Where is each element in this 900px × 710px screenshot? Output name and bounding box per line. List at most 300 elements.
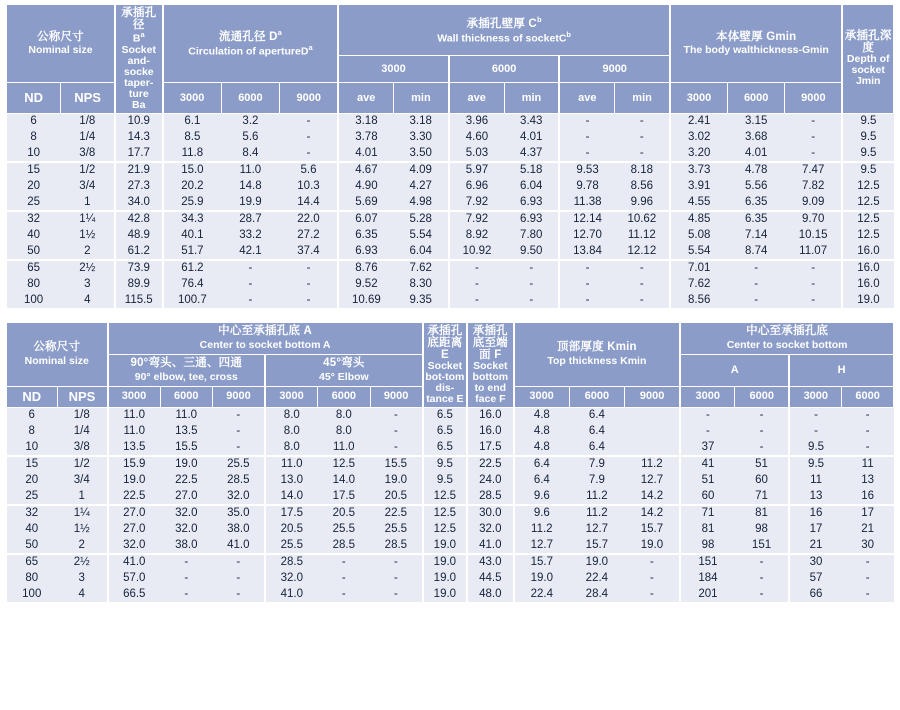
- th2-socket-bottom-distance-e: 承插孔底距离 E Socket bot-tom dis-tance E: [423, 322, 467, 407]
- th2-elbow-45: 45°弯头 45° Elbow: [265, 354, 423, 386]
- th-nominal-size: 公称尺寸 Nominal size: [7, 5, 115, 83]
- cell-f: 17.5: [467, 439, 513, 456]
- cell-c3m: 3.50: [394, 145, 449, 162]
- cell-k6: 19.0: [569, 554, 625, 571]
- cell-b3: 11.0: [265, 456, 318, 473]
- cell-k3: 15.7: [514, 554, 570, 571]
- cell-a6: 32.0: [160, 521, 213, 537]
- cell-nps: 3: [61, 276, 115, 292]
- cell-k3: 4.8: [514, 407, 570, 423]
- cell-b3: 17.5: [265, 505, 318, 522]
- cell-j: 12.5: [842, 194, 893, 211]
- th-nd: ND: [7, 83, 61, 113]
- cell-c6m: 5.18: [504, 162, 559, 179]
- cell-c6m: -: [504, 260, 559, 277]
- cell-nps: 1/2: [61, 162, 115, 179]
- cell-d3: 40.1: [163, 227, 222, 243]
- cell-a3: 27.0: [108, 505, 161, 522]
- cell-a3: 13.5: [108, 439, 161, 456]
- table-row: [7, 276, 894, 292]
- cell-f: 24.0: [467, 472, 513, 488]
- cell-a6: 13.5: [160, 423, 213, 439]
- cell-hh6: -: [842, 439, 894, 456]
- cell-hh6: 13: [842, 472, 894, 488]
- cell-c9a: -: [559, 145, 614, 162]
- cell-e: 19.0: [423, 554, 467, 571]
- cell-hh6: -: [842, 570, 894, 586]
- cell-k9: [625, 407, 681, 423]
- th-wall-9000-min: min: [615, 83, 670, 113]
- cell-g3: 5.08: [670, 227, 727, 243]
- th-wall-3000: 3000: [338, 56, 449, 83]
- cell-f: 48.0: [467, 586, 513, 602]
- cell-c9m: 8.18: [615, 162, 670, 179]
- cell-hh3: -: [789, 407, 842, 423]
- cell-b3: 8.0: [265, 407, 318, 423]
- cell-c6m: 4.01: [504, 129, 559, 145]
- cell-a6: 22.5: [160, 472, 213, 488]
- cell-ha6: -: [735, 407, 790, 423]
- cell-a9: -: [213, 423, 266, 439]
- cell-k6: 28.4: [569, 586, 625, 602]
- table-row: [7, 178, 894, 194]
- cell-b: 27.3: [115, 178, 163, 194]
- table-1-header-row-1: [7, 5, 894, 56]
- cell-k3: 11.2: [514, 521, 570, 537]
- cell-c6a: -: [449, 276, 504, 292]
- cell-e: 19.0: [423, 537, 467, 554]
- cell-a3: 19.0: [108, 472, 161, 488]
- th2-center-to-socket-bottom-a: 中心至承插孔底 A Center to socket bottom A: [108, 322, 423, 354]
- cell-nd: 32: [7, 505, 58, 522]
- table-1-head: [7, 5, 894, 114]
- cell-g6: 6.35: [727, 194, 784, 211]
- cell-b: 34.0: [115, 194, 163, 211]
- cell-a3: 41.0: [108, 554, 161, 571]
- cell-nd: 40: [7, 227, 61, 243]
- cell-j: 16.0: [842, 260, 893, 277]
- cell-hh6: 30: [842, 537, 894, 554]
- cell-b9: 15.5: [370, 456, 423, 473]
- cell-g9: -: [785, 260, 842, 277]
- cell-nps: 1½: [61, 227, 115, 243]
- cell-d6: -: [221, 260, 280, 277]
- th2-socket-bottom-to-end-face-f: 承插孔底至端面 F Socket bottom to end face F: [467, 322, 513, 407]
- cell-g9: 7.47: [785, 162, 842, 179]
- cell-j: 12.5: [842, 211, 893, 228]
- cell-c9m: -: [615, 113, 670, 129]
- cell-ha3: 41: [680, 456, 735, 473]
- table-2-wrapper: [6, 322, 894, 602]
- table-row: [7, 521, 894, 537]
- table-row: [7, 113, 894, 129]
- cell-g6: 4.01: [727, 145, 784, 162]
- th-wall-3000-ave: ave: [338, 83, 393, 113]
- cell-g3: 4.85: [670, 211, 727, 228]
- cell-a6: 11.0: [160, 407, 213, 423]
- cell-c6a: 8.92: [449, 227, 504, 243]
- cell-hh6: 21: [842, 521, 894, 537]
- cell-ha6: -: [735, 554, 790, 571]
- cell-a3: 22.5: [108, 488, 161, 505]
- cell-f: 16.0: [467, 407, 513, 423]
- cell-nd: 6: [7, 113, 61, 129]
- table-2-head: [7, 322, 894, 407]
- cell-c6a: 6.96: [449, 178, 504, 194]
- cell-b9: 25.5: [370, 521, 423, 537]
- cell-ha3: 51: [680, 472, 735, 488]
- cell-k3: 19.0: [514, 570, 570, 586]
- cell-nd: 8: [7, 423, 58, 439]
- cell-d3: 76.4: [163, 276, 222, 292]
- cell-nps: 1/8: [57, 407, 108, 423]
- cell-d9: 22.0: [280, 211, 339, 228]
- cell-c9a: -: [559, 129, 614, 145]
- cell-d6: 28.7: [221, 211, 280, 228]
- cell-k9: 14.2: [625, 488, 681, 505]
- cell-hh6: -: [842, 554, 894, 571]
- cell-nps: 3/8: [61, 145, 115, 162]
- cell-g6: 5.56: [727, 178, 784, 194]
- cell-hh3: 21: [789, 537, 842, 554]
- cell-hh3: 17: [789, 521, 842, 537]
- table-row: [7, 162, 894, 179]
- cell-ha6: -: [735, 586, 790, 602]
- cell-ha3: -: [680, 423, 735, 439]
- cell-g9: -: [785, 129, 842, 145]
- table-row: [7, 505, 894, 522]
- cell-a9: 25.5: [213, 456, 266, 473]
- table-row: [7, 292, 894, 308]
- cell-g9: -: [785, 113, 842, 129]
- table-row: [7, 227, 894, 243]
- cell-b: 14.3: [115, 129, 163, 145]
- cell-c3m: 9.35: [394, 292, 449, 308]
- cell-c3m: 4.09: [394, 162, 449, 179]
- cell-e: 6.5: [423, 423, 467, 439]
- cell-c3a: 9.52: [338, 276, 393, 292]
- cell-b: 89.9: [115, 276, 163, 292]
- cell-j: 9.5: [842, 162, 893, 179]
- th-circ-3000: 3000: [163, 83, 222, 113]
- cell-k9: 14.2: [625, 505, 681, 522]
- cell-ha6: 51: [735, 456, 790, 473]
- table-row: [7, 488, 894, 505]
- cell-a3: 11.0: [108, 407, 161, 423]
- cell-k9: -: [625, 554, 681, 571]
- cell-k3: 4.8: [514, 423, 570, 439]
- cell-d9: -: [280, 260, 339, 277]
- cell-nd: 10: [7, 439, 58, 456]
- cell-b6: 12.5: [318, 456, 371, 473]
- cell-c6a: 7.92: [449, 211, 504, 228]
- th-wall-3000-min: min: [394, 83, 449, 113]
- cell-d9: 27.2: [280, 227, 339, 243]
- th-wall-9000-ave: ave: [559, 83, 614, 113]
- cell-hh6: -: [842, 407, 894, 423]
- cell-nd: 80: [7, 570, 58, 586]
- cell-c9a: -: [559, 292, 614, 308]
- cell-g3: 7.62: [670, 276, 727, 292]
- cell-d6: -: [221, 276, 280, 292]
- cell-a9: 41.0: [213, 537, 266, 554]
- table-row: [7, 211, 894, 228]
- table-row: [7, 423, 894, 439]
- cell-a3: 15.9: [108, 456, 161, 473]
- cell-f: 44.5: [467, 570, 513, 586]
- cell-hh3: 66: [789, 586, 842, 602]
- cell-b3: 41.0: [265, 586, 318, 602]
- cell-nps: 3/4: [61, 178, 115, 194]
- cell-hh3: 30: [789, 554, 842, 571]
- th-wall-9000: 9000: [559, 56, 670, 83]
- th2-ha-3000: 3000: [680, 386, 735, 407]
- cell-f: 22.5: [467, 456, 513, 473]
- cell-c3m: 7.62: [394, 260, 449, 277]
- cell-e: 9.5: [423, 472, 467, 488]
- cell-b6: -: [318, 570, 371, 586]
- cell-c9a: -: [559, 113, 614, 129]
- cell-nd: 65: [7, 554, 58, 571]
- cell-ha6: 98: [735, 521, 790, 537]
- cell-c6a: 4.60: [449, 129, 504, 145]
- cell-k6: 22.4: [569, 570, 625, 586]
- cell-g9: -: [785, 145, 842, 162]
- cell-k9: -: [625, 586, 681, 602]
- cell-g6: 8.74: [727, 243, 784, 260]
- th-socket-depth: 承插孔深度 Depth of socket Jmin: [842, 5, 893, 114]
- cell-f: 28.5: [467, 488, 513, 505]
- cell-b6: 8.0: [318, 407, 371, 423]
- cell-j: 9.5: [842, 145, 893, 162]
- cell-b3: 8.0: [265, 423, 318, 439]
- cell-d9: -: [280, 145, 339, 162]
- cell-ha6: -: [735, 439, 790, 456]
- cell-c3m: 8.30: [394, 276, 449, 292]
- cell-c6m: 6.93: [504, 211, 559, 228]
- cell-b: 115.5: [115, 292, 163, 308]
- th-wall-thickness-socket: 承插孔壁厚 $C^b$ Wall thickness of socketC$^b$: [338, 5, 670, 56]
- cell-b6: -: [318, 554, 371, 571]
- cell-k9: 11.2: [625, 456, 681, 473]
- cell-nps: 2½: [61, 260, 115, 277]
- th-body-wall-thickness: 本体壁厚 Gmin The body walthickness-Gmin: [670, 5, 842, 83]
- cell-c6m: -: [504, 292, 559, 308]
- cell-c3a: 3.78: [338, 129, 393, 145]
- socket-dimensions-table-1: [6, 4, 894, 308]
- cell-k6: 6.4: [569, 439, 625, 456]
- cell-d3: 34.3: [163, 211, 222, 228]
- th-socket-taper: 承插孔径 $B^a$ Socket and-socke taper-ture Ba: [115, 5, 163, 114]
- cell-c6m: 6.04: [504, 178, 559, 194]
- cell-c3a: 6.93: [338, 243, 393, 260]
- cell-d3: 25.9: [163, 194, 222, 211]
- table-row: [7, 439, 894, 456]
- cell-d3: 6.1: [163, 113, 222, 129]
- cell-nd: 20: [7, 472, 58, 488]
- cell-c9m: -: [615, 292, 670, 308]
- cell-b: 10.9: [115, 113, 163, 129]
- table-1-wrapper: [6, 4, 894, 308]
- cell-nd: 50: [7, 537, 58, 554]
- cell-hh3: 9.5: [789, 439, 842, 456]
- cell-ha6: 151: [735, 537, 790, 554]
- th2-hh-6000: 6000: [842, 386, 894, 407]
- th2-b-3000: 3000: [265, 386, 318, 407]
- cell-b9: 22.5: [370, 505, 423, 522]
- cell-nps: 2½: [57, 554, 108, 571]
- cell-f: 41.0: [467, 537, 513, 554]
- cell-g3: 4.55: [670, 194, 727, 211]
- cell-d3: 100.7: [163, 292, 222, 308]
- cell-c3a: 4.90: [338, 178, 393, 194]
- table-row: [7, 194, 894, 211]
- cell-g9: 7.82: [785, 178, 842, 194]
- cell-ha3: 71: [680, 505, 735, 522]
- cell-ha6: 71: [735, 488, 790, 505]
- cell-c9m: 8.56: [615, 178, 670, 194]
- cell-k6: 6.4: [569, 423, 625, 439]
- cell-g3: 2.41: [670, 113, 727, 129]
- cell-j: 9.5: [842, 113, 893, 129]
- cell-k9: 19.0: [625, 537, 681, 554]
- th2-a-6000: 6000: [160, 386, 213, 407]
- cell-a6: -: [160, 570, 213, 586]
- cell-c9m: -: [615, 260, 670, 277]
- cell-c9m: 11.12: [615, 227, 670, 243]
- cell-c9m: -: [615, 129, 670, 145]
- cell-nps: 4: [57, 586, 108, 602]
- th2-center-to-socket-bottom: 中心至承插孔底 Center to socket bottom: [680, 322, 893, 354]
- cell-a6: 32.0: [160, 505, 213, 522]
- cell-nd: 80: [7, 276, 61, 292]
- cell-ha3: 81: [680, 521, 735, 537]
- cell-nps: 1: [61, 194, 115, 211]
- cell-b9: 19.0: [370, 472, 423, 488]
- cell-j: 12.5: [842, 178, 893, 194]
- cell-a6: 27.0: [160, 488, 213, 505]
- th2-elbow-90: 90°弯头、三通、四通 90° elbow, tee, cross: [108, 354, 266, 386]
- cell-c9a: 9.78: [559, 178, 614, 194]
- th-circ-6000: 6000: [221, 83, 280, 113]
- cell-nd: 65: [7, 260, 61, 277]
- cell-nps: 1/4: [57, 423, 108, 439]
- cell-k3: 6.4: [514, 456, 570, 473]
- th-body-3000: 3000: [670, 83, 727, 113]
- th-wall-6000-ave: ave: [449, 83, 504, 113]
- cell-ha6: -: [735, 570, 790, 586]
- cell-nd: 50: [7, 243, 61, 260]
- cell-c3a: 6.35: [338, 227, 393, 243]
- cell-d9: 14.4: [280, 194, 339, 211]
- cell-c6m: 9.50: [504, 243, 559, 260]
- cell-c9a: -: [559, 260, 614, 277]
- cell-c6m: 4.37: [504, 145, 559, 162]
- cell-k3: 22.4: [514, 586, 570, 602]
- cell-hh3: 57: [789, 570, 842, 586]
- cell-b9: -: [370, 407, 423, 423]
- cell-a6: -: [160, 554, 213, 571]
- cell-j: 9.5: [842, 129, 893, 145]
- cell-j: 16.0: [842, 243, 893, 260]
- cell-k9: 15.7: [625, 521, 681, 537]
- cell-k3: 12.7: [514, 537, 570, 554]
- cell-a3: 32.0: [108, 537, 161, 554]
- cell-nps: 3/4: [57, 472, 108, 488]
- cell-a9: -: [213, 554, 266, 571]
- cell-nps: 1/4: [61, 129, 115, 145]
- cell-g3: 3.20: [670, 145, 727, 162]
- th2-nominal-size: 公称尺寸 Nominal size: [7, 322, 108, 386]
- cell-c3a: 3.18: [338, 113, 393, 129]
- cell-nps: 2: [57, 537, 108, 554]
- cell-c3a: 10.69: [338, 292, 393, 308]
- cell-g9: -: [785, 292, 842, 308]
- th2-a-9000: 9000: [213, 386, 266, 407]
- th2-k-3000: 3000: [514, 386, 570, 407]
- cell-c6a: 5.97: [449, 162, 504, 179]
- th2-b-6000: 6000: [318, 386, 371, 407]
- cell-hh6: 17: [842, 505, 894, 522]
- cell-ha3: 151: [680, 554, 735, 571]
- cell-d3: 11.8: [163, 145, 222, 162]
- cell-c9a: -: [559, 276, 614, 292]
- cell-c3a: 4.67: [338, 162, 393, 179]
- cell-k6: 7.9: [569, 456, 625, 473]
- cell-c6m: 3.43: [504, 113, 559, 129]
- cell-c9a: 12.70: [559, 227, 614, 243]
- cell-c3m: 5.54: [394, 227, 449, 243]
- cell-d6: 5.6: [221, 129, 280, 145]
- cell-k6: 15.7: [569, 537, 625, 554]
- cell-d9: -: [280, 113, 339, 129]
- cell-k3: 9.6: [514, 488, 570, 505]
- th-body-9000: 9000: [785, 83, 842, 113]
- cell-c9m: -: [615, 145, 670, 162]
- cell-d6: 3.2: [221, 113, 280, 129]
- cell-a9: 28.5: [213, 472, 266, 488]
- cell-c3a: 8.76: [338, 260, 393, 277]
- th2-k-6000: 6000: [569, 386, 625, 407]
- cell-hh3: 13: [789, 488, 842, 505]
- cell-e: 12.5: [423, 488, 467, 505]
- cell-nps: 1/2: [57, 456, 108, 473]
- cell-k6: 7.9: [569, 472, 625, 488]
- th-wall-6000-min: min: [504, 83, 559, 113]
- cell-b: 42.8: [115, 211, 163, 228]
- cell-k3: 6.4: [514, 472, 570, 488]
- cell-ha6: 60: [735, 472, 790, 488]
- cell-d9: -: [280, 129, 339, 145]
- cell-d3: 15.0: [163, 162, 222, 179]
- cell-b: 21.9: [115, 162, 163, 179]
- cell-b6: 17.5: [318, 488, 371, 505]
- cell-b3: 8.0: [265, 439, 318, 456]
- cell-c6a: 7.92: [449, 194, 504, 211]
- cell-nps: 1¼: [57, 505, 108, 522]
- th2-ha-6000: 6000: [735, 386, 790, 407]
- cell-b: 48.9: [115, 227, 163, 243]
- cell-nd: 8: [7, 129, 61, 145]
- cell-c9a: 11.38: [559, 194, 614, 211]
- cell-d6: 11.0: [221, 162, 280, 179]
- cell-ha3: 98: [680, 537, 735, 554]
- cell-k9: -: [625, 570, 681, 586]
- cell-e: 12.5: [423, 521, 467, 537]
- cell-d9: -: [280, 276, 339, 292]
- cell-nd: 25: [7, 488, 58, 505]
- cell-k3: 4.8: [514, 439, 570, 456]
